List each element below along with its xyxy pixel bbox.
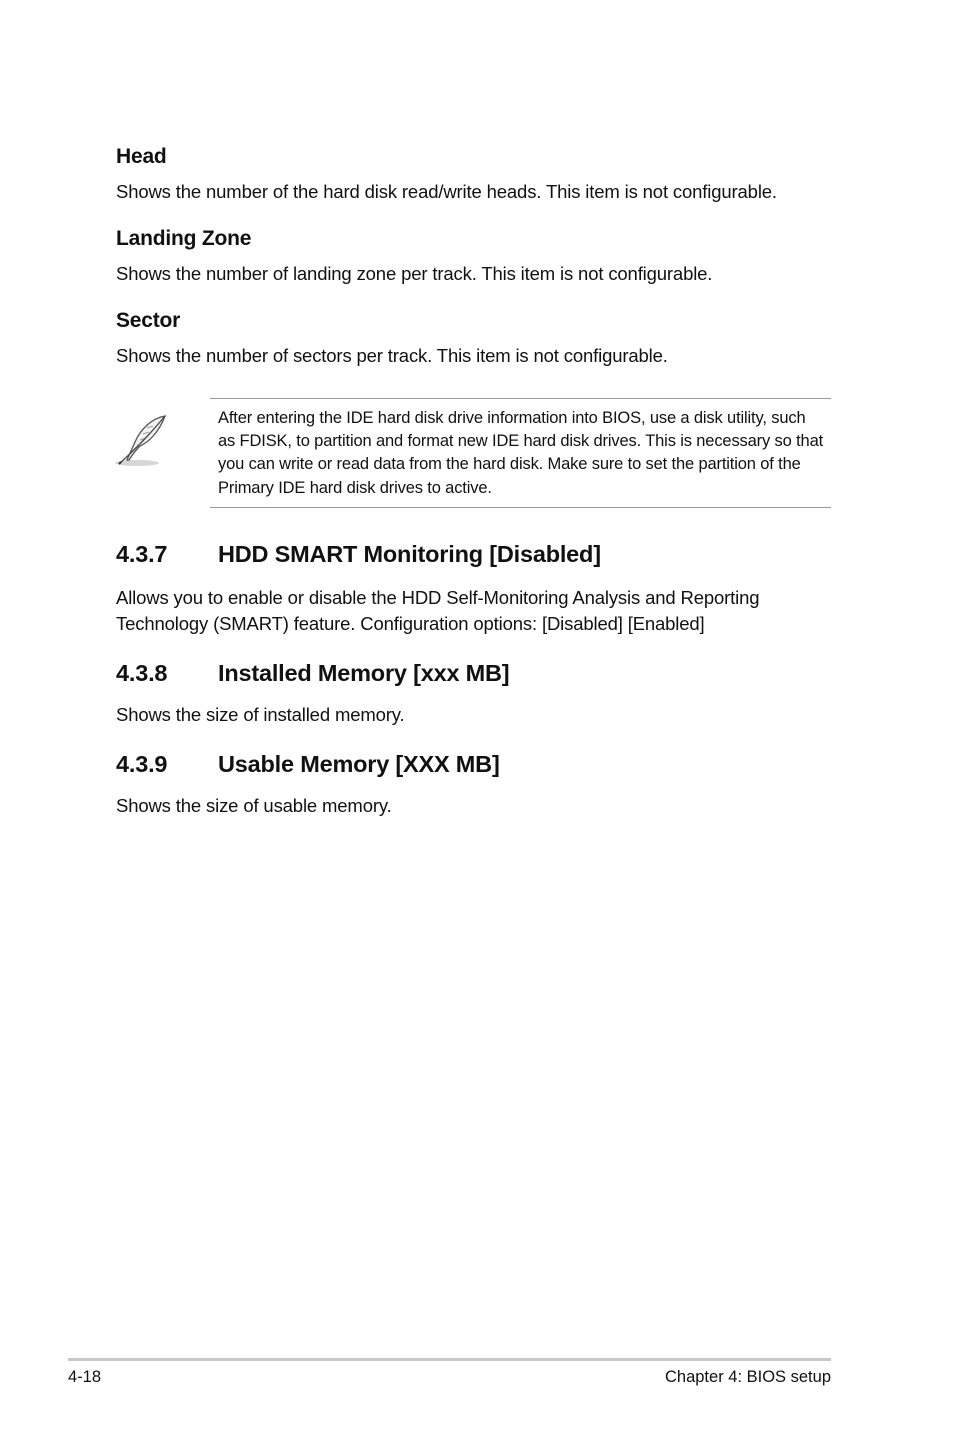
section-number: 4.3.7	[116, 541, 168, 567]
quill-pen-icon	[113, 412, 171, 470]
section-number: 4.3.9	[116, 751, 168, 777]
section-description: Shows the size of usable memory.	[116, 795, 392, 816]
section-number: 4.3.8	[116, 660, 168, 686]
sector-description: Shows the number of sectors per track. This item is not configurable.	[116, 345, 668, 366]
head-heading: Head	[116, 145, 167, 168]
page-number: 4-18	[68, 1368, 102, 1386]
section-description: Shows the size of installed memory.	[116, 704, 405, 725]
section-heading-hdd-smart	[116, 541, 601, 568]
chapter-label: Chapter 4: BIOS setup	[664, 1368, 831, 1386]
head-description: Shows the number of the hard disk read/write heads. This item is not configurable.	[116, 181, 777, 202]
note-box	[210, 398, 831, 508]
section-title: Usable Memory [XXX MB]	[218, 751, 500, 777]
landing-zone-heading: Landing Zone	[116, 227, 252, 250]
landing-zone-description: Shows the number of landing zone per track. This item is not configurable.	[116, 263, 713, 284]
section-description: Allows you to enable or disable the HDD Self-Monitoring Analysis and Reporting Technology (SMART) feature. Configuration options: [Disabled] [Enabled]	[116, 587, 760, 634]
footer-divider	[68, 1358, 831, 1361]
section-heading-installed-memory	[116, 660, 509, 687]
section-title: HDD SMART Monitoring [Disabled]	[218, 541, 601, 567]
section-heading-usable-memory	[116, 751, 500, 778]
section-title: Installed Memory [xxx MB]	[218, 660, 510, 686]
sector-heading: Sector	[116, 309, 181, 332]
note-text: After entering the IDE hard disk drive information into BIOS, use a disk utility, such as FDISK, to partition and format new IDE hard disk drives. This is necessary so that you can write or read data from the hard disk. Make sure to set the partition of the Primary IDE hard disk drives to active.	[218, 409, 824, 497]
